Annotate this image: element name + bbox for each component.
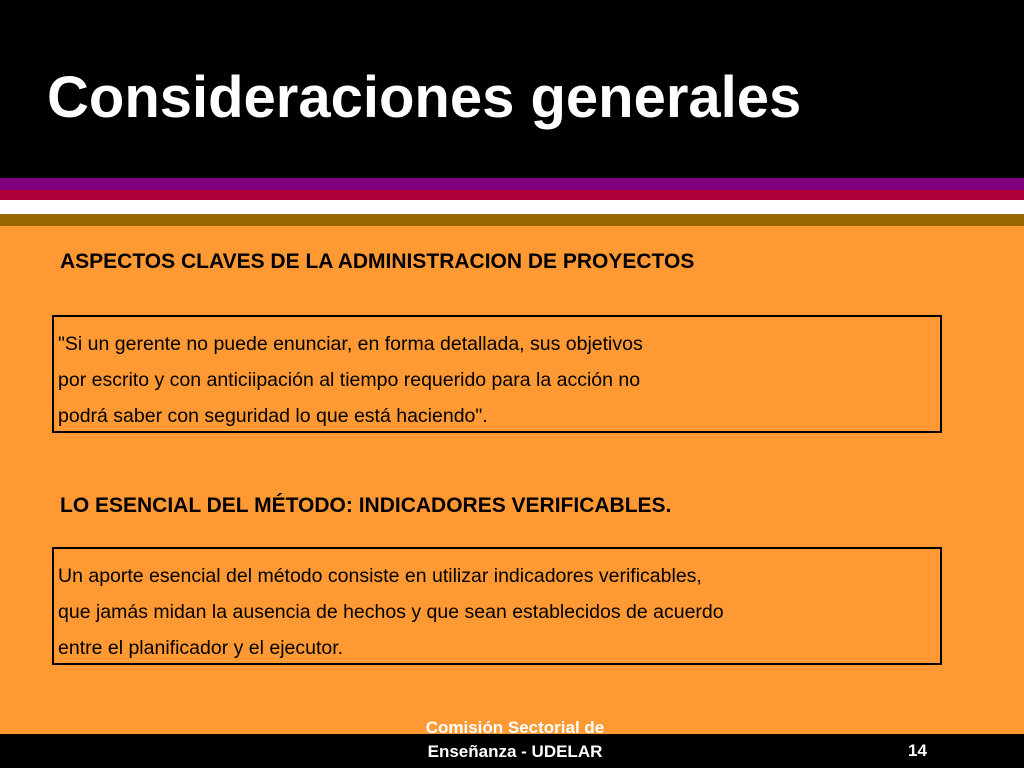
page-number: 14 <box>908 741 927 760</box>
method-description-box <box>52 547 942 665</box>
footer-organization <box>390 716 640 764</box>
quote-box <box>52 315 942 433</box>
description-line: que jamás midan la ausencia de hechos y que sean establecidos de acuerdo <box>58 601 724 623</box>
description-line: Un aporte esencial del método consiste en utilizar indicadores verificables, <box>58 565 702 587</box>
quote-line: por escrito y con anticiipación al tiempo requerido para la acción no <box>58 369 641 391</box>
section-heading-aspectos: ASPECTOS CLAVES DE LA ADMINISTRACION DE PROYECTOS <box>60 250 695 273</box>
description-line: entre el planificador y el ejecutor. <box>58 637 344 659</box>
quote-line: "Si un gerente no puede enunciar, en forma detallada, sus objetivos <box>58 333 643 355</box>
section-heading-metodo: LO ESENCIAL DEL MÉTODO: INDICADORES VERIFICABLES. <box>60 494 672 517</box>
footer-org-line: Enseñanza - UDELAR <box>427 742 603 761</box>
decorative-stripe-gold <box>0 214 1024 226</box>
decorative-stripe-white <box>0 200 1024 214</box>
quote-line: podrá saber con seguridad lo que está haciendo". <box>58 405 488 427</box>
decorative-stripe-purple <box>0 178 1024 190</box>
slide-title: Consideraciones generales <box>47 65 802 130</box>
decorative-stripe-red <box>0 190 1024 200</box>
footer-org-line: Comisión Sectorial de <box>425 718 605 737</box>
